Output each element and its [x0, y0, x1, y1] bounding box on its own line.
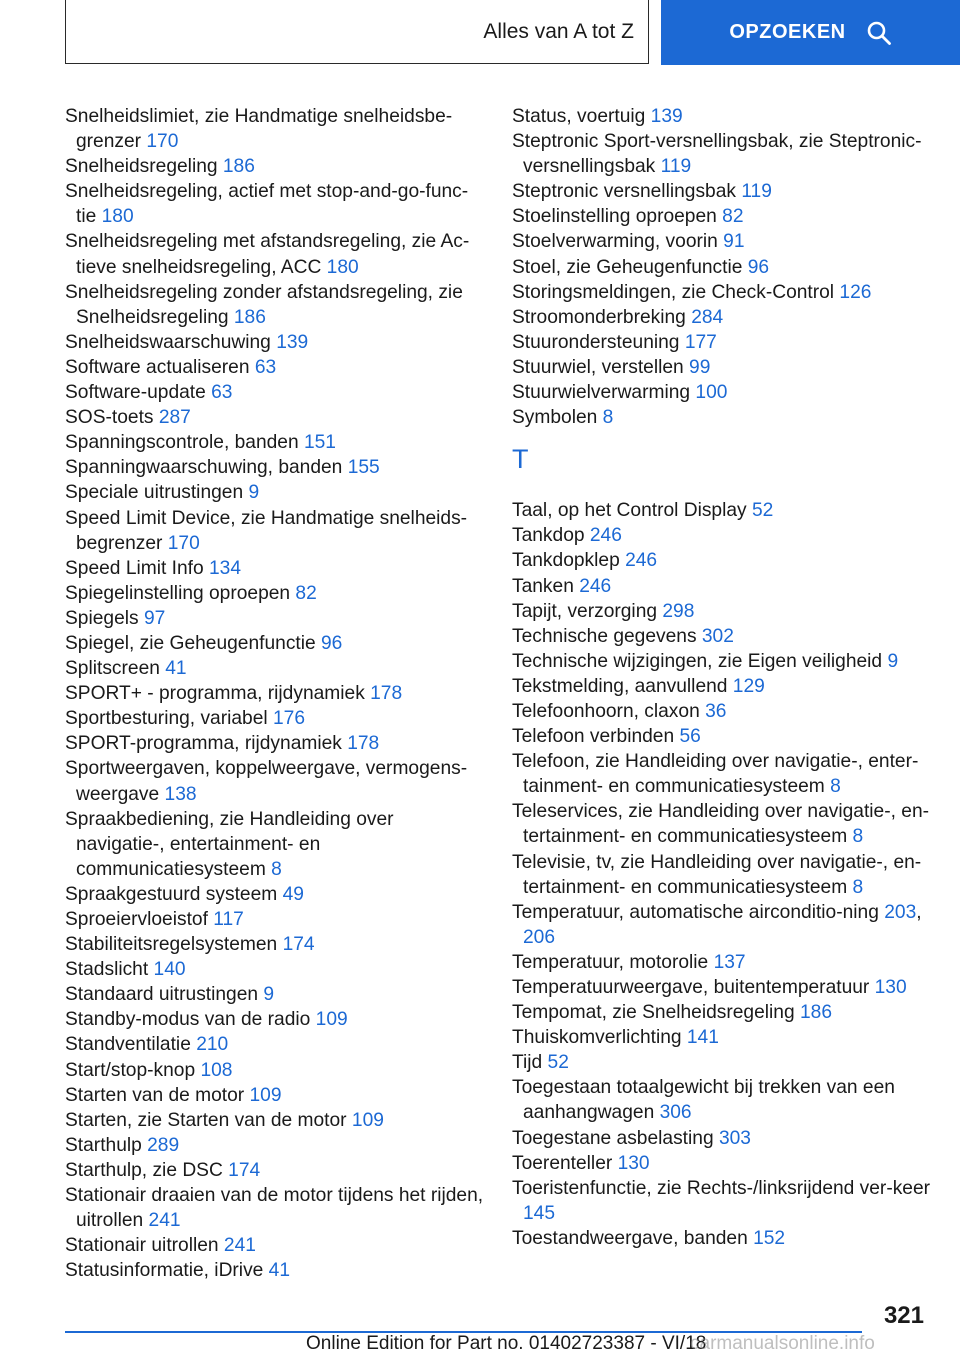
- page-link[interactable]: 145: [523, 1202, 556, 1224]
- page-link[interactable]: 63: [211, 382, 233, 404]
- page-link[interactable]: 139: [276, 331, 309, 353]
- index-entry: [512, 204, 932, 229]
- page-link[interactable]: 8: [830, 776, 841, 798]
- index-entry-text: Tapijt, verzorging: [512, 600, 663, 622]
- index-entry-text: Snelheidsregeling zonder afstandsregeling, zie Snelheidsregeling: [65, 281, 463, 328]
- page-link[interactable]: 176: [272, 708, 305, 730]
- index-entry: [65, 506, 485, 556]
- index-entry-text: Toegestaan totaalgewicht bij trekken van een aanhangwagen: [512, 1077, 895, 1124]
- page-link[interactable]: 41: [165, 658, 187, 680]
- page-link[interactable]: 155: [347, 457, 380, 479]
- index-entry: [65, 455, 485, 480]
- index-entry-text: Standventilatie: [65, 1034, 197, 1056]
- page-link[interactable]: 170: [146, 131, 179, 153]
- page-link[interactable]: 152: [753, 1227, 786, 1249]
- index-entry-text: Temperatuur, motorolie: [512, 951, 714, 973]
- page-link[interactable]: 36: [705, 700, 727, 722]
- index-entry-text: Software actualiseren: [65, 356, 255, 378]
- index-entry-text: Thuiskomverlichting: [512, 1027, 687, 1049]
- page-link[interactable]: 119: [660, 156, 692, 178]
- index-entry-text: Tijd: [512, 1052, 548, 1074]
- page-link[interactable]: 56: [679, 726, 701, 748]
- index-entry: [512, 724, 932, 749]
- index-entry: [65, 355, 485, 380]
- index-entry-text: Starthulp: [65, 1134, 148, 1156]
- page-link[interactable]: 63: [254, 356, 277, 378]
- page-link[interactable]: 117: [213, 909, 244, 930]
- index-entry: [65, 330, 485, 355]
- page-link[interactable]: 246: [589, 525, 622, 547]
- page-number: 321: [883, 1302, 924, 1329]
- index-entry: [65, 1058, 485, 1083]
- index-entry-text: Steptronic versnellingsbak: [512, 181, 742, 203]
- index-entry-text: Tankdopklep: [512, 550, 626, 572]
- index-entry: [65, 280, 485, 330]
- index-entry: [65, 1108, 485, 1133]
- index-entry-text: Speed Limit Info: [65, 557, 209, 579]
- page-link[interactable]: 284: [691, 306, 724, 328]
- index-entry-text: Snelheidsregeling, actief met stop-and-go-func-tie: [65, 181, 469, 228]
- page-link[interactable]: 178: [347, 733, 380, 755]
- page-link[interactable]: 82: [295, 582, 317, 604]
- index-entry: [512, 355, 932, 380]
- index-entry: [512, 330, 932, 355]
- index-entry-text: Spiegel, zie Geheugenfunctie: [65, 632, 322, 654]
- index-list-t: [512, 498, 932, 1251]
- index-entry-text: Toeristenfunctie, zie Rechts-/linksrijdend ver-keer: [512, 1177, 931, 1199]
- index-entry-text: Spraakbediening, zie Handleiding over navigatie-, entertainment- en communicatiesysteem: [65, 808, 394, 880]
- index-entry: [65, 104, 485, 154]
- index-entry: [512, 599, 932, 624]
- index-entry-text: Televisie, tv, zie Handleiding over navigatie-, en-tertainment- en communicatiesysteem: [512, 851, 922, 898]
- index-entry: [512, 498, 932, 523]
- index-entry-text: Temperatuur, automatische airconditio-ning: [512, 901, 885, 923]
- index-column-left: [65, 104, 485, 1283]
- index-entry-text: Spraakgestuurd systeem: [65, 883, 283, 905]
- page-link[interactable]: 186: [233, 306, 266, 328]
- page-link[interactable]: 8: [852, 826, 864, 848]
- index-entry: [512, 405, 932, 430]
- page-link[interactable]: 109: [351, 1109, 384, 1131]
- page-link[interactable]: 97: [143, 607, 166, 629]
- index-entry: [512, 674, 932, 699]
- page-link[interactable]: 303: [718, 1127, 751, 1149]
- index-entry-text: Spanningwaarschuwing, banden: [65, 457, 348, 479]
- index-entry: [65, 1233, 485, 1258]
- page-link[interactable]: 82: [722, 206, 744, 228]
- index-entry: [512, 850, 932, 900]
- section-letter-heading: T: [512, 444, 529, 475]
- page-link[interactable]: 170: [167, 532, 200, 554]
- page-link[interactable]: 289: [147, 1134, 180, 1156]
- index-entry: [512, 1075, 932, 1125]
- footer-edition: Online Edition for Part no. 01402723387 - VI/18: [306, 1333, 707, 1354]
- page-link[interactable]: 180: [326, 256, 359, 278]
- page-link[interactable]: 134: [209, 557, 242, 579]
- page-link[interactable]: 174: [228, 1159, 261, 1181]
- index-entry-text: Taal, op het Control Display: [512, 500, 752, 522]
- index-entry: [512, 523, 932, 548]
- index-entry-text: Storingsmeldingen, zie Check-Control: [512, 281, 840, 303]
- index-entry-text: Snelheidswaarschuwing: [65, 331, 277, 353]
- index-entry-text: Stoelinstelling oproepen: [512, 206, 723, 228]
- index-entry: [65, 1083, 485, 1108]
- page-link[interactable]: 139: [650, 106, 683, 127]
- index-entry: [512, 255, 932, 280]
- index-entry: [512, 1151, 932, 1176]
- page-link[interactable]: 174: [282, 934, 315, 956]
- index-entry-text: Toegestane asbelasting: [512, 1127, 719, 1149]
- index-entry-text: Status, voertuig: [512, 106, 651, 127]
- index-entry: [512, 900, 932, 950]
- index-entry: [512, 950, 932, 975]
- index-list-s: [512, 104, 932, 430]
- index-entry-text: Spanningscontrole, banden: [65, 432, 304, 454]
- page-link[interactable]: 49: [282, 883, 304, 905]
- index-entry-text: Tempomat, zie Snelheidsregeling: [512, 1002, 800, 1024]
- index-entry: [512, 649, 932, 674]
- index-entry: [512, 1226, 932, 1251]
- index-entry-text: Technische gegevens: [512, 625, 702, 647]
- index-entry: [65, 380, 485, 405]
- page-link[interactable]: 96: [321, 632, 343, 654]
- index-entry: [65, 229, 485, 279]
- index-entry: [65, 656, 485, 681]
- index-entry-text: Technische wijzigingen, zie Eigen veiligheid: [512, 650, 888, 672]
- index-entry: [512, 1025, 932, 1050]
- index-entry-text: Stoel, zie Geheugenfunctie: [512, 256, 748, 278]
- index-entry: [512, 1050, 932, 1075]
- index-entry: [512, 104, 932, 129]
- page-link[interactable]: 151: [303, 432, 336, 454]
- page-link[interactable]: 126: [839, 281, 872, 303]
- index-entry: [512, 975, 932, 1000]
- index-entry: [65, 179, 485, 229]
- page-link[interactable]: 306: [659, 1102, 692, 1124]
- page-link[interactable]: 137: [713, 951, 746, 973]
- index-entry-text: Tekstmelding, aanvullend: [512, 675, 733, 697]
- tab-index-a-to-z[interactable]: [65, 0, 649, 64]
- page-link[interactable]: 302: [701, 625, 734, 647]
- index-entry: [65, 405, 485, 430]
- index-entry: [512, 799, 932, 849]
- index-entry-text: Standby-modus van de radio: [65, 1009, 316, 1031]
- index-entry: [65, 756, 485, 806]
- index-entry: [512, 574, 932, 599]
- index-entry: [65, 631, 485, 656]
- index-entry: [65, 1032, 485, 1057]
- page-link[interactable]: 109: [315, 1009, 348, 1031]
- index-entry-text: Telefoonhoorn, claxon: [512, 700, 706, 722]
- index-entry-text: Snelheidsregeling: [65, 156, 223, 178]
- index-entry-text: SOS-toets: [65, 407, 159, 429]
- index-entry-text: Starten van de motor: [65, 1084, 250, 1106]
- page-link[interactable]: 41: [268, 1260, 291, 1282]
- index-entry-text: Stabiliteitsregelsystemen: [65, 934, 283, 956]
- index-entry-text: Speed Limit Device, zie Handmatige snelheids-begrenzer: [65, 507, 468, 554]
- index-entry: [65, 1158, 485, 1183]
- index-entry-text: Stuurwiel, verstellen: [512, 356, 690, 378]
- page-link[interactable]: 100: [695, 382, 728, 404]
- index-entry: [512, 1176, 932, 1226]
- index-entry-text: Snelheidslimiet, zie Handmatige snelheidsbe-grenzer: [65, 106, 453, 153]
- index-entry: [65, 581, 485, 606]
- page-link[interactable]: 130: [874, 977, 907, 998]
- index-entry: [512, 380, 932, 405]
- index-entry: [65, 932, 485, 957]
- index-entry-text: SPORT-programma, rijdynamiek: [65, 733, 348, 755]
- index-entry: [65, 681, 485, 706]
- index-entry-text: Spiegels: [65, 607, 144, 629]
- page-link[interactable]: 241: [223, 1235, 256, 1257]
- index-entry-text: Sportbesturing, variabel: [65, 708, 273, 730]
- search-button-label: OPZOEKEN: [729, 21, 846, 43]
- page-link[interactable]: 140: [153, 959, 186, 981]
- page-separator: ,: [916, 901, 922, 923]
- index-entry-text: Teleservices, zie Handleiding over navigatie-, en-tertainment- en communicatiesysteem: [512, 801, 930, 848]
- page-link[interactable]: 180: [101, 206, 134, 228]
- page-link[interactable]: 91: [723, 231, 745, 253]
- watermark: carmanualsonline.info: [690, 1333, 875, 1354]
- page-link[interactable]: 186: [799, 1002, 832, 1024]
- page-link[interactable]: 8: [602, 407, 614, 429]
- page-link[interactable]: 246: [625, 550, 658, 572]
- index-entry: [65, 982, 485, 1007]
- search-button[interactable]: [661, 0, 960, 65]
- index-entry: [512, 749, 932, 799]
- index-column-right: [512, 104, 932, 1251]
- page-link[interactable]: 186: [222, 156, 255, 178]
- index-entry-text: Steptronic Sport-versnellingsbak, zie Steptronic-versnellingsbak: [512, 131, 922, 178]
- index-entry: [65, 957, 485, 982]
- search-icon: [866, 20, 892, 46]
- index-entry: [512, 1126, 932, 1151]
- index-entry-text: Telefoon verbinden: [512, 726, 680, 748]
- page-link[interactable]: 177: [684, 331, 717, 353]
- index-entry: [65, 1133, 485, 1158]
- index-entry-text: Telefoon, zie Handleiding over navigatie-, enter-tainment- en communicatiesysteem: [512, 751, 919, 798]
- index-entry-text: Snelheidsregeling met afstandsregeling, zie Ac-tieve snelheidsregeling, ACC: [65, 231, 470, 278]
- index-entry-text: Tanken: [512, 575, 580, 597]
- index-entry-text: Stuurwielverwarming: [512, 382, 696, 404]
- index-entry-text: Sproeiervloeistof: [65, 909, 214, 930]
- index-entry: [65, 731, 485, 756]
- index-entry: [512, 129, 932, 179]
- index-entry: [65, 1258, 485, 1283]
- index-entry: [512, 179, 932, 204]
- page-link[interactable]: 8: [852, 876, 864, 898]
- index-entry-text: Tankdop: [512, 525, 590, 547]
- page-link[interactable]: 206: [523, 926, 556, 948]
- index-entry: [65, 1183, 485, 1233]
- index-entry-text: Stationair uitrollen: [65, 1235, 224, 1257]
- page-link[interactable]: 287: [158, 407, 191, 429]
- index-entry: [512, 624, 932, 649]
- page-link[interactable]: 109: [249, 1084, 282, 1106]
- page-link[interactable]: 96: [747, 256, 770, 278]
- page-link[interactable]: 298: [662, 600, 695, 622]
- page-link[interactable]: 130: [617, 1152, 650, 1174]
- index-entry: [65, 907, 485, 932]
- index-entry-text: Stoelverwarming, voorin: [512, 231, 724, 253]
- page-link[interactable]: 8: [271, 858, 282, 880]
- page-link[interactable]: 9: [887, 650, 899, 672]
- index-entry-text: Sportweergaven, koppelweergave, vermogens-weergave: [65, 758, 468, 805]
- index-entry: [512, 229, 932, 254]
- page-link[interactable]: 52: [547, 1052, 569, 1074]
- page-link[interactable]: 9: [263, 984, 275, 1006]
- page-link[interactable]: 141: [686, 1027, 719, 1049]
- index-entry: [512, 305, 932, 330]
- page-link[interactable]: 203: [884, 901, 917, 923]
- page-link[interactable]: 9: [248, 482, 260, 504]
- index-entry-text: Speciale uitrustingen: [65, 482, 249, 504]
- page-link[interactable]: 119: [741, 181, 772, 203]
- index-entry-text: Temperatuurweergave, buitentemperatuur: [512, 977, 875, 998]
- index-entry-text: Splitscreen: [65, 658, 166, 680]
- index-entry-text: Starthulp, zie DSC: [65, 1159, 229, 1181]
- index-entry-text: Toestandweergave, banden: [512, 1227, 754, 1249]
- index-entry: [65, 706, 485, 731]
- index-entry-text: Stroomonderbreking: [512, 306, 692, 328]
- page-link[interactable]: 210: [196, 1034, 229, 1056]
- index-entry: [65, 556, 485, 581]
- tab-index-label: Alles van A tot Z: [483, 19, 634, 43]
- index-entry: [65, 154, 485, 179]
- index-entry: [65, 480, 485, 505]
- page-link[interactable]: 129: [732, 675, 765, 697]
- page-link[interactable]: 138: [164, 783, 197, 805]
- index-entry-text: SPORT+ - programma, rijdynamiek: [65, 683, 371, 705]
- index-entry: [65, 1007, 485, 1032]
- index-entry: [512, 699, 932, 724]
- index-entry-text: Standaard uitrustingen: [65, 984, 264, 1006]
- page-link[interactable]: 108: [200, 1059, 233, 1081]
- index-entry: [512, 548, 932, 573]
- index-entry-text: Stuurondersteuning: [512, 331, 685, 353]
- index-entry-text: Starten, zie Starten van de motor: [65, 1109, 352, 1131]
- index-entry-text: Stationair draaien van de motor tijdens het rijden, uitrollen: [65, 1185, 484, 1232]
- index-entry-text: Start/stop-knop: [65, 1059, 201, 1081]
- top-navigation: [0, 0, 960, 66]
- page-link[interactable]: 178: [370, 683, 403, 705]
- index-entry: [65, 606, 485, 631]
- index-entry-text: Stadslicht: [65, 959, 154, 981]
- page-link[interactable]: 52: [751, 500, 774, 522]
- index-entry-text: Symbolen: [512, 407, 603, 429]
- index-entry: [65, 430, 485, 455]
- index-entry: [65, 807, 485, 882]
- page-link[interactable]: 246: [579, 575, 612, 597]
- index-entry: [512, 1000, 932, 1025]
- index-entry-text: Statusinformatie, iDrive: [65, 1260, 269, 1282]
- index-entry-text: Software-update: [65, 382, 212, 404]
- index-entry: [512, 280, 932, 305]
- page-link[interactable]: 99: [689, 356, 711, 378]
- index-entry-text: Spiegelinstelling oproepen: [65, 582, 296, 604]
- index-entry: [65, 882, 485, 907]
- page-link[interactable]: 241: [148, 1210, 181, 1232]
- index-entry-text: Toerenteller: [512, 1152, 618, 1174]
